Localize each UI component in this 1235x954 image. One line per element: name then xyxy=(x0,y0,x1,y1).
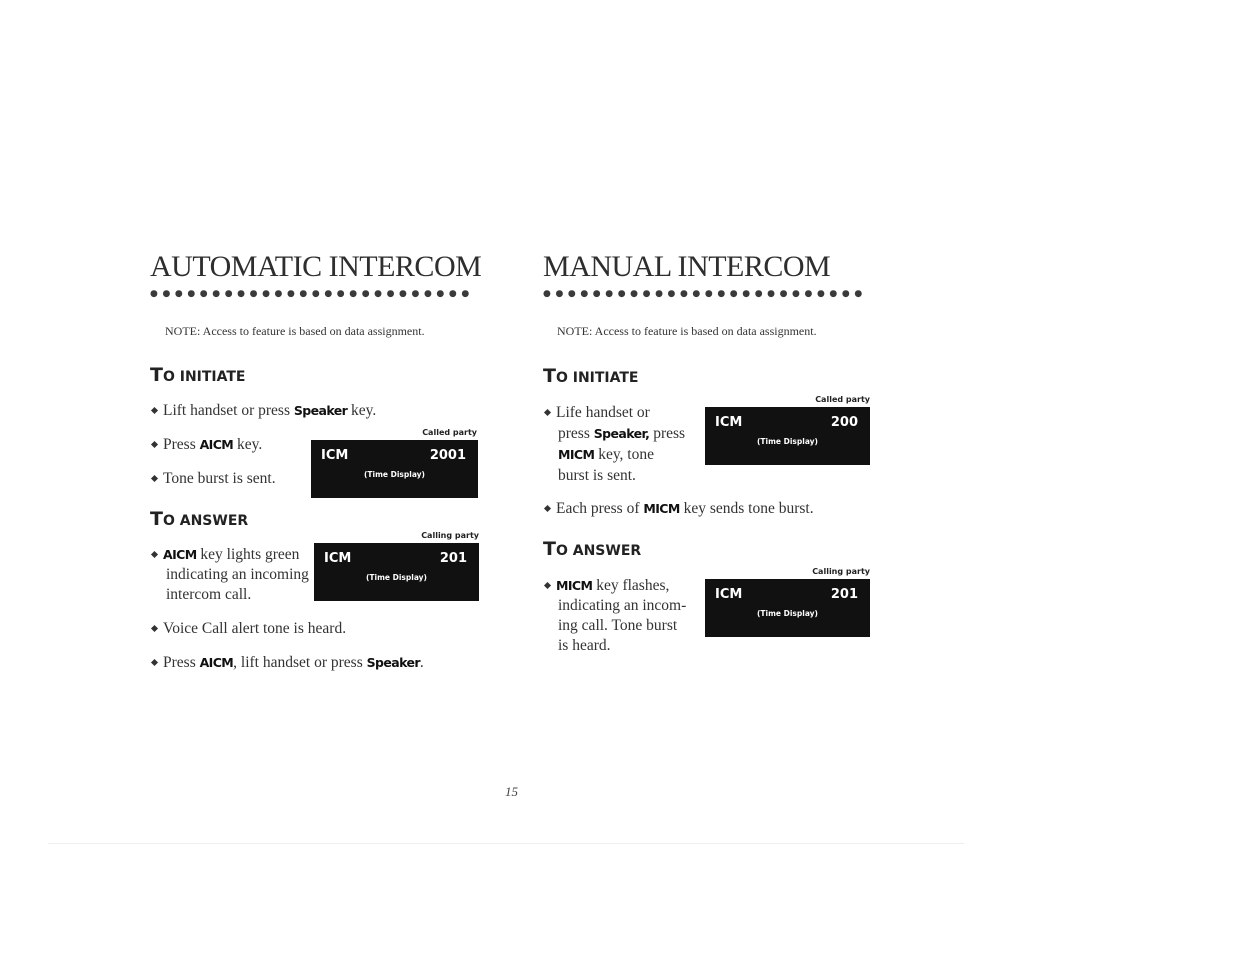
phone-display xyxy=(705,579,870,637)
title-dot-divider: ●●●●●●●●●●●●●●●●●●●●●●●●●● xyxy=(543,289,867,299)
bottom-rule xyxy=(48,843,964,844)
manual-intercom-title: MANUAL INTERCOM xyxy=(543,250,831,283)
to-answer-heading: TO ANSWER xyxy=(150,508,249,530)
display-left-label: ICM xyxy=(324,551,352,566)
list-item: MICM key flashes, xyxy=(545,576,669,596)
diamond-bullet-icon xyxy=(151,625,158,632)
display-right-number: 2001 xyxy=(429,448,466,463)
list-item-continuation: MICM key, tone xyxy=(558,446,654,463)
display-right-number: 201 xyxy=(439,551,467,566)
note-text: NOTE: Access to feature is based on data assignment. xyxy=(557,324,817,338)
to-initiate-heading: TO INITIATE xyxy=(150,364,246,386)
to-initiate-heading: TO INITIATE xyxy=(543,365,639,387)
display-middle-text: (Time Display) xyxy=(366,573,427,582)
diamond-bullet-icon xyxy=(151,407,158,414)
list-item-continuation: indicating an incoming xyxy=(166,566,309,583)
display-right-number: 200 xyxy=(830,415,858,430)
diamond-bullet-icon xyxy=(544,505,551,512)
page-number: 15 xyxy=(505,784,518,799)
display-caption: Calling party xyxy=(421,531,479,540)
automatic-intercom-title: AUTOMATIC INTERCOM xyxy=(150,250,482,283)
display-middle-text: (Time Display) xyxy=(364,470,425,479)
display-caption: Called party xyxy=(422,428,477,437)
display-left-label: ICM xyxy=(321,448,349,463)
diamond-bullet-icon xyxy=(151,551,158,558)
list-item: AICM key lights green xyxy=(152,545,299,565)
list-item-continuation: is heard. xyxy=(558,637,611,654)
diamond-bullet-icon xyxy=(544,582,551,589)
diamond-bullet-icon xyxy=(151,659,158,666)
phone-display xyxy=(311,440,478,498)
list-item: Press AICM, lift handset or press Speaker. xyxy=(152,653,424,673)
phone-display xyxy=(314,543,479,601)
list-item-continuation: ing call. Tone burst xyxy=(558,617,678,634)
list-item: Lift handset or press Speaker key. xyxy=(152,401,376,421)
list-item-continuation: indicating an incom- xyxy=(558,597,687,614)
list-item: Each press of MICM key sends tone burst. xyxy=(545,499,814,519)
to-answer-heading: TO ANSWER xyxy=(543,538,642,560)
display-middle-text: (Time Display) xyxy=(757,437,818,446)
diamond-bullet-icon xyxy=(544,409,551,416)
phone-display xyxy=(705,407,870,465)
display-caption: Called party xyxy=(815,395,870,404)
display-right-number: 201 xyxy=(830,587,858,602)
display-left-label: ICM xyxy=(715,587,743,602)
list-item: Life handset or xyxy=(545,403,650,423)
list-item: Tone burst is sent. xyxy=(152,469,276,489)
display-caption: Calling party xyxy=(812,567,870,576)
list-item: Voice Call alert tone is heard. xyxy=(152,619,346,639)
diamond-bullet-icon xyxy=(151,475,158,482)
display-left-label: ICM xyxy=(715,415,743,430)
title-dot-divider: ●●●●●●●●●●●●●●●●●●●●●●●●●● xyxy=(150,289,474,299)
list-item-continuation: burst is sent. xyxy=(558,467,636,484)
list-item: Press AICM key. xyxy=(152,435,262,455)
note-text: NOTE: Access to feature is based on data assignment. xyxy=(165,324,425,338)
list-item-continuation: press Speaker, press xyxy=(558,425,686,442)
list-item-continuation: intercom call. xyxy=(166,586,252,603)
display-middle-text: (Time Display) xyxy=(757,609,818,618)
diamond-bullet-icon xyxy=(151,441,158,448)
